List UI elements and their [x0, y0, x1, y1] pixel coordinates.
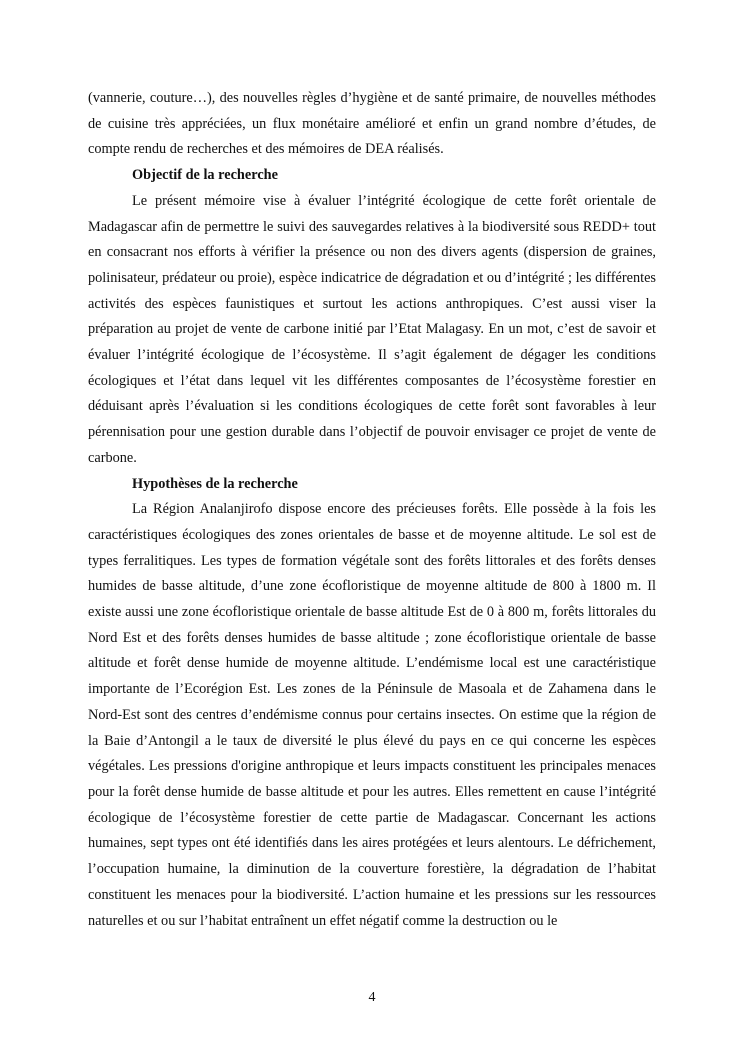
page-number: 4 [368, 990, 376, 1005]
body-text [88, 86, 656, 934]
heading-objectif: Objectif de la recherche [132, 167, 278, 184]
paragraph-objectif: Le présent mémoire vise à évaluer l’intégrité écologique de cette forêt orientale de Madagascar afin de permettre le suivi des sauvegardes relatives à la biodiversité sous REDD+ tout en consacrant nos efforts à vérifier la présence ou non des divers agents (dispersion de graines, polinisateur, prédateur ou proie), espèce indicatrice de dégradation et ou d’intégrité ; les différentes activités des espèces faunistiques et surtout les actions anthropiques. C’est aussi viser la préparation au projet de vente de carbone initié par l’Etat Malagasy. En un mot, c’est de savoir et évaluer l’intégrité écologique de l’écosystème. Il s’agit également de dégager les conditions écologiques et l’état dans lequel vit les différentes composantes de l’écosystème forestier en déduisant après l’évaluation si les conditions écologiques de cette forêt sont favorables à leur pérennisation pour une gestion durable dans l’objectif de pouvoir envisager ce projet de vente de carbone. [88, 192, 656, 466]
heading-hypotheses: Hypothèses de la recherche [132, 475, 298, 492]
paragraph-intro-continuation: (vannerie, couture…), des nouvelles règles d’hygiène et de santé primaire, de nouvelles méthodes de cuisine très appréciées, un flux monétaire amélioré et enfin un grand nombre d’études, de compte rendu de recherches et des mémoires de DEA réalisés. [88, 90, 656, 158]
paragraph-hypotheses: La Région Analanjirofo dispose encore des précieuses forêts. Elle possède à la fois les caractéristiques écologiques des zones orientales de basse et de moyenne altitude. Le sol est de types ferralitiques. Les types de formation végétale sont des forêts littorales et des forêts denses humides de basse altitude, d’une zone écofloristique de moyenne altitude de 800 à 1800 m. Il existe aussi une zone écofloristique orientale de basse altitude Est de 0 à 800 m, forêts littorales du Nord Est et des forêts denses humides de basse altitude ; zone écofloristique orientale de basse altitude et forêt dense humide de moyenne altitude. L’endémisme local est une caractéristique importante de l’Ecorégion Est. Les zones de la Péninsule de Masoala et de Zahamena dans le Nord-Est sont des centres d’endémisme connus pour certains insectes. On estime que la région de la Baie d’Antongil a le taux de diversité le plus élevé du pays en ce qui concerne les espèces végétales. Les pressions d'origine anthropique et leurs impacts constituent les principales menaces pour la forêt dense humide de basse altitude et pour les autres. Elles remettent en cause l’intégrité écologique de l’écosystème forestier de cette partie de Madagascar. Concernant les actions humaines, sept types ont été identifiés dans les aires protégées et leurs alentours. Le défrichement, l’occupation humaine, la diminution de la couverture forestière, la dégradation de l’habitat constituent les menaces pour la biodiversité. L’action humaine et les pressions sur les ressources naturelles et ou sur l’habitat entraînent un effet négatif comme la destruction ou le [88, 501, 656, 929]
